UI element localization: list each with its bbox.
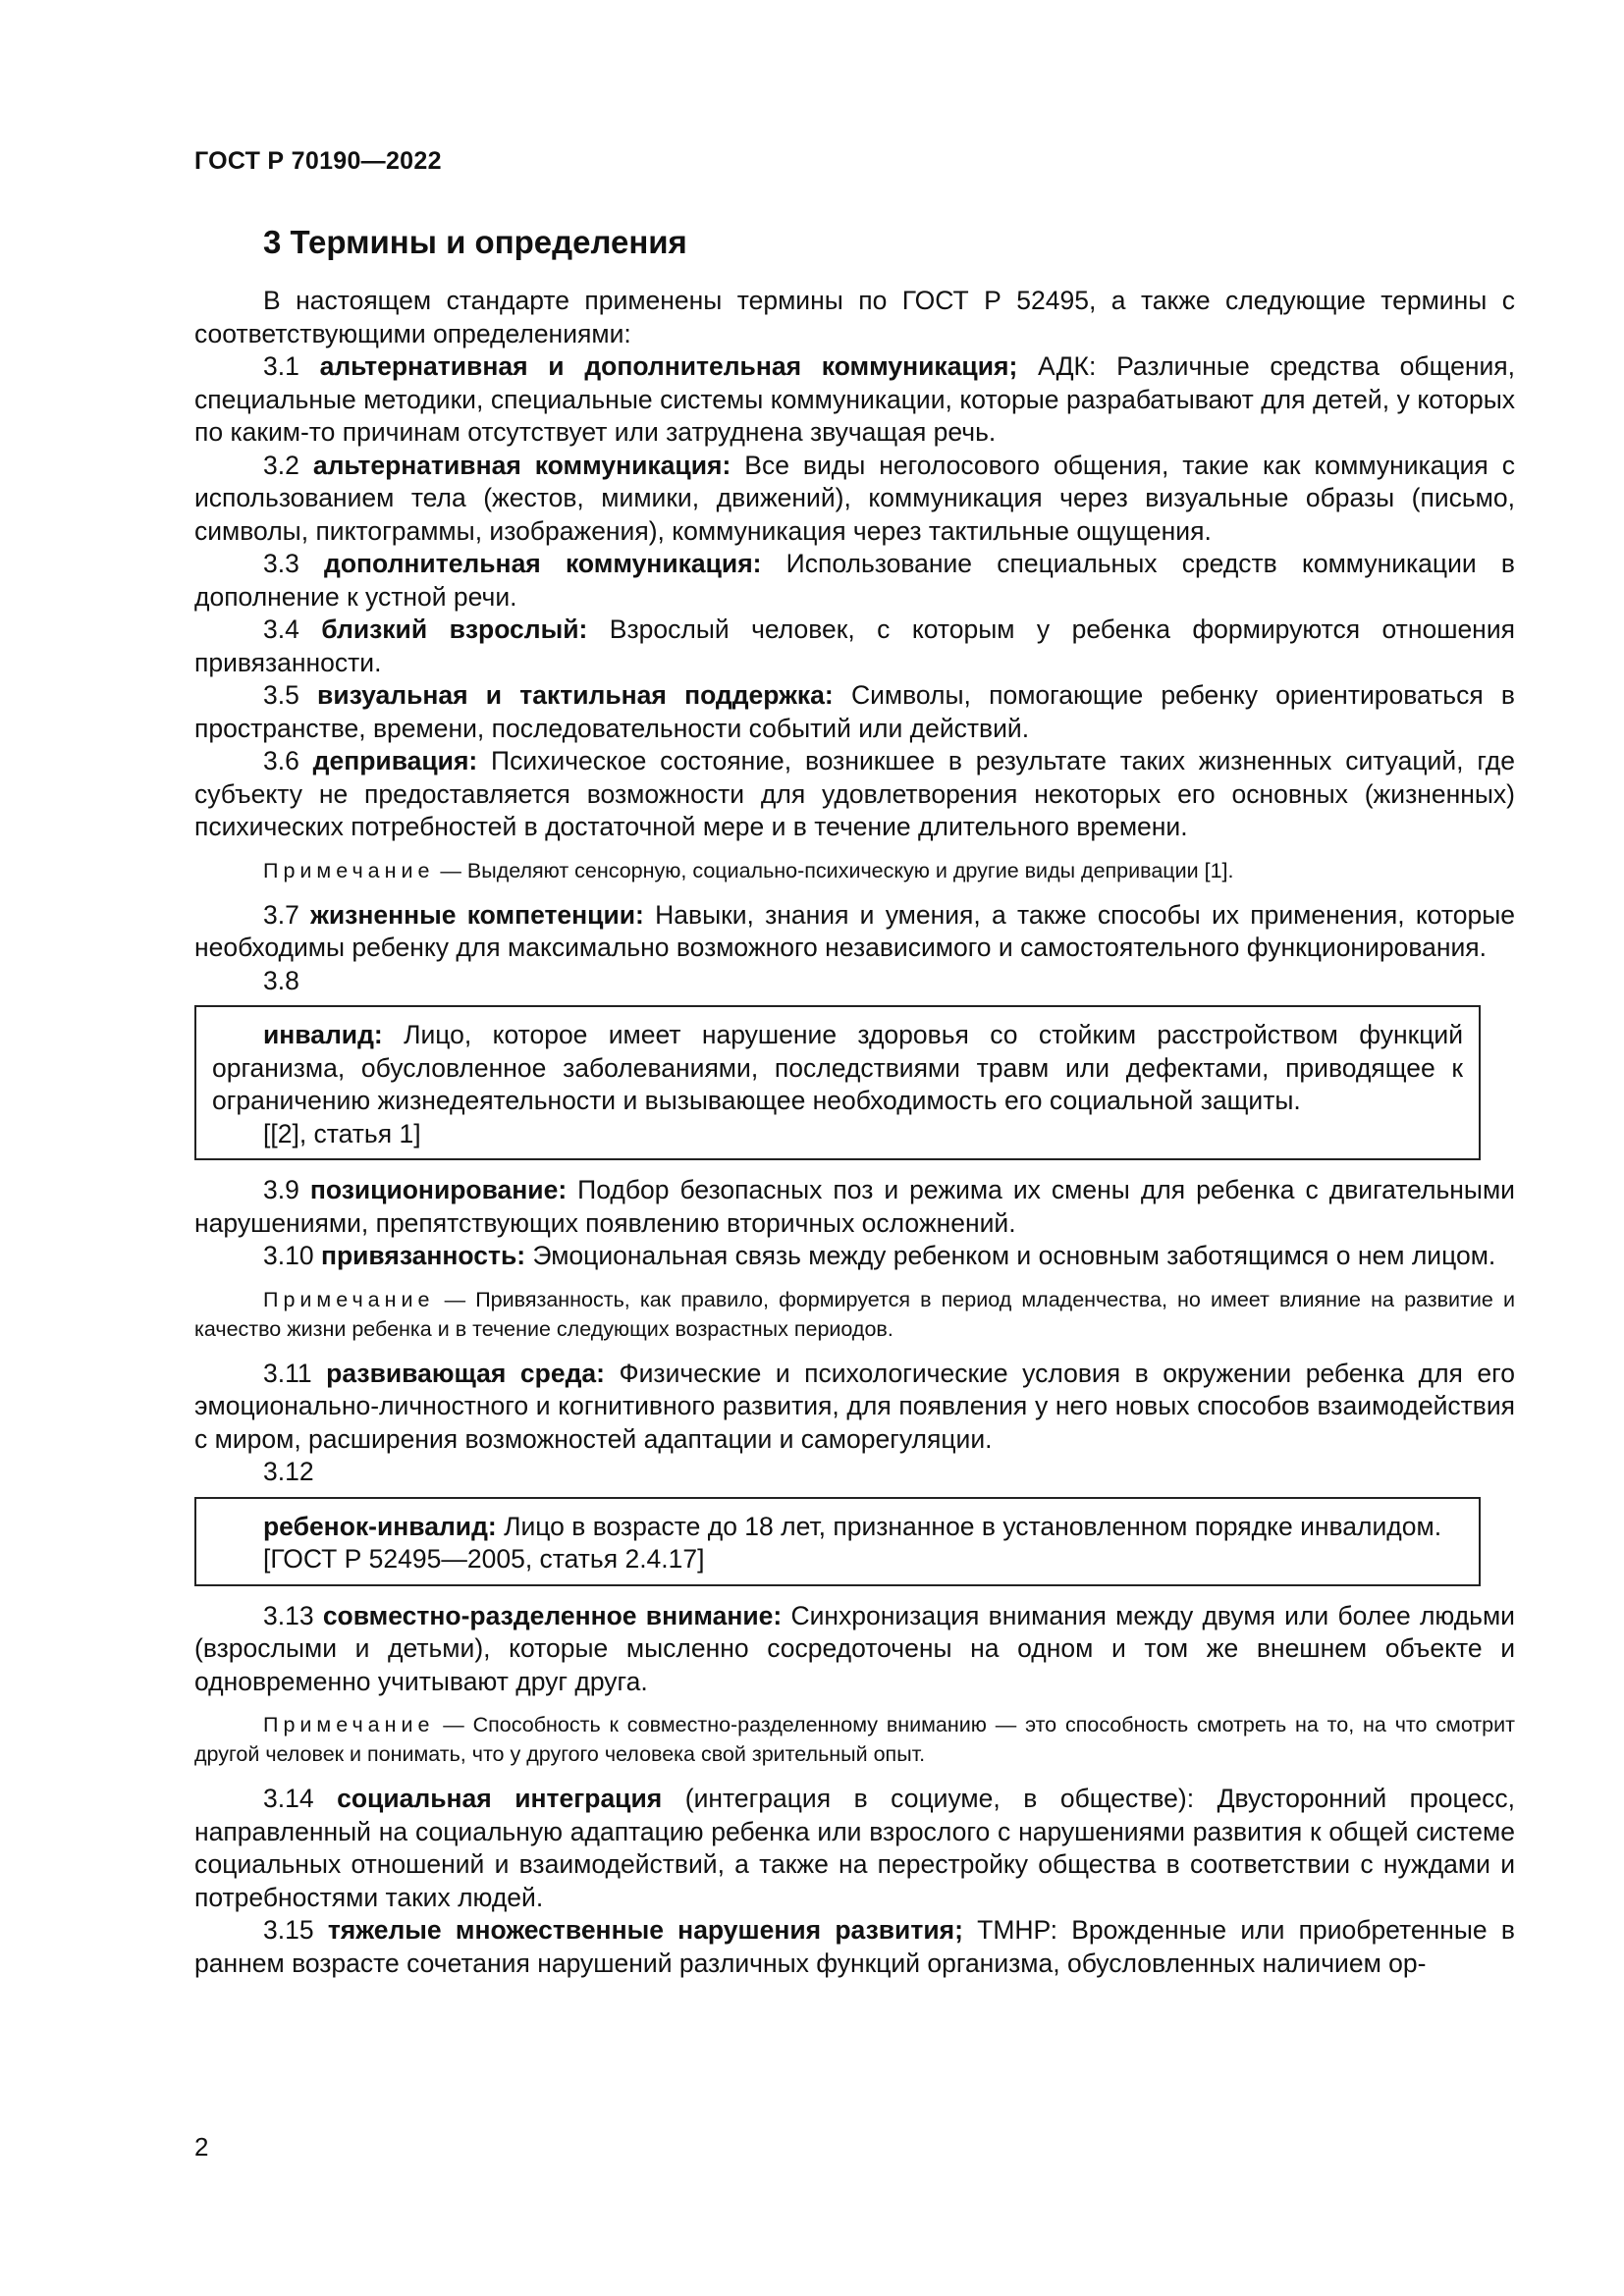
term-definition: (интеграция в социуме, в обществе): Двусторонний процесс, направленный на социальную адаптацию ребенка или взрослого с нарушениями развития к общей системе социальных отношений и взаимодействий, а также на перестройку общества в соответствии с нуждами и потребностями таких людей. xyxy=(194,1784,1515,1912)
term-definition: Физические и психологические условия в окружении ребенка для его эмоционально-личностного и когнитивного развития, для появления у него новых способов взаимодействия с миром, расширения возможностей адаптации и саморегуляции. xyxy=(194,1358,1515,1454)
note-3-10 xyxy=(194,1285,1515,1344)
term-number: 3.1 xyxy=(263,351,299,381)
term-definition: ТМНР: Врожденные или приобретенные в раннем возрасте сочетания нарушений различных функций организма, обусловленных наличием ор- xyxy=(194,1915,1515,1978)
term-number: 3.3 xyxy=(263,549,299,578)
term-3-9 xyxy=(194,1174,1515,1240)
term-3-5 xyxy=(194,679,1515,745)
term-definition: Навыки, знания и умения, а также способы их применения, которые необходимы ребенку для максимально возможного независимого и самостоятельного функционирования. xyxy=(194,899,1515,962)
note-label: Примечание xyxy=(263,1713,435,1736)
term-definition: Все виды неголосового общения, такие как коммуникация с использованием тела (жестов, мимики, движений), коммуникация через визуальные образы (письмо, символы, пиктограммы, изображения), коммуникация через тактильные ощущения. xyxy=(194,450,1515,546)
term-number: 3.5 xyxy=(263,680,299,710)
term-3-2 xyxy=(194,450,1515,549)
term-name: совместно-разделенное внимание: xyxy=(322,1600,783,1630)
note-3-13 xyxy=(194,1710,1515,1769)
term-definition: Взрослый человек, с которым у ребенка формируются отношения привязанности. xyxy=(194,614,1515,677)
term-name: развивающая среда: xyxy=(326,1358,605,1388)
term-definition: Эмоциональная связь между ребенком и основным заботящимся о нем лицом. xyxy=(525,1241,1496,1270)
note-label: Примечание xyxy=(263,858,435,882)
term-name: жизненные компетенции: xyxy=(310,899,644,930)
terms-content xyxy=(194,285,1515,1980)
term-source: [ГОСТ Р 52495—2005, статья 2.4.17] xyxy=(263,1544,705,1574)
term-name: инвалид: xyxy=(263,1020,383,1049)
term-3-7 xyxy=(194,899,1515,965)
term-3-6 xyxy=(194,745,1515,844)
term-number: 3.2 xyxy=(263,450,299,480)
term-definition: Использование специальных средств коммуникации в дополнение к устной речи. xyxy=(194,549,1515,612)
term-3-12-number: 3.12 xyxy=(263,1457,314,1486)
term-name: привязанность: xyxy=(320,1241,526,1270)
intro-paragraph: В настоящем стандарте применены термины по ГОСТ Р 52495, а также следующие термины с соответствующими определениями: xyxy=(194,286,1515,348)
term-name: альтернативная коммуникация: xyxy=(312,450,731,480)
term-name: позиционирование: xyxy=(309,1175,568,1204)
term-definition: Синхронизация внимания между двумя или более людьми (взрослыми и детьми), которые мысленно сосредоточены на одном и том же внешнем объекте и одновременно учитывают друг друга. xyxy=(194,1600,1515,1696)
term-number: 3.10 xyxy=(263,1241,314,1270)
quoted-term-box-3-8 xyxy=(194,1005,1481,1160)
term-name: визуальная и тактильная поддержка: xyxy=(317,680,834,710)
term-3-12 xyxy=(212,1511,1463,1544)
term-number: 3.9 xyxy=(263,1175,299,1204)
term-3-8-number: 3.8 xyxy=(263,965,299,995)
term-source: [[2], статья 1] xyxy=(263,1118,421,1148)
term-number: 3.14 xyxy=(263,1784,314,1813)
section-title: 3 Термины и определения xyxy=(263,224,687,260)
term-number: 3.11 xyxy=(263,1358,312,1388)
note-label: Примечание xyxy=(263,1287,435,1311)
term-name: альтернативная и дополнительная коммуникация; xyxy=(319,351,1018,381)
note-3-6 xyxy=(194,856,1515,885)
term-name: близкий взрослый: xyxy=(321,614,588,644)
term-definition: Лицо, которое имеет нарушение здоровья со стойким расстройством функций организма, обусловленное заболеваниями, последствиями травм или дефектами, приводящее к ограничению жизнедеятельности и вызывающее необходимость его социальной защиты. xyxy=(212,1020,1463,1115)
term-number: 3.15 xyxy=(263,1915,314,1945)
note-text: — Привязанность, как правило, формируется в период младенчества, но имеет влияние на развитие и качество жизни ребенка и в течение следующих возрастных периодов. xyxy=(194,1287,1515,1341)
term-name: ребенок-инвалид: xyxy=(263,1511,497,1541)
term-3-8 xyxy=(212,1019,1463,1118)
term-3-13 xyxy=(194,1600,1515,1699)
term-name: социальная интеграция xyxy=(337,1784,663,1813)
term-3-14 xyxy=(194,1783,1515,1914)
term-number: 3.4 xyxy=(263,614,299,644)
term-definition: Символы, помогающие ребенку ориентироваться в пространстве, времени, последовательности событий или действий. xyxy=(194,680,1515,743)
term-number: 3.13 xyxy=(263,1600,314,1630)
note-text: — Выделяют сенсорную, социально-психическую и другие виды депривации [1]. xyxy=(434,858,1234,882)
term-3-1 xyxy=(194,350,1515,450)
term-name: тяжелые множественные нарушения развития; xyxy=(327,1915,963,1945)
document-header: ГОСТ Р 70190—2022 xyxy=(194,147,442,175)
term-3-10 xyxy=(194,1240,1515,1273)
term-number: 3.7 xyxy=(263,899,299,930)
term-number: 3.6 xyxy=(263,746,299,775)
term-definition: АДК: Различные средства общения, специальные методики, специальные системы коммуникации, которые разрабатывают для детей, у которых по каким-то причинам отсутствует или затруднена звучащая речь. xyxy=(194,351,1515,447)
term-3-11 xyxy=(194,1358,1515,1457)
quoted-term-box-3-12 xyxy=(194,1497,1481,1586)
term-3-15 xyxy=(194,1914,1515,1980)
page-number: 2 xyxy=(194,2132,209,2162)
term-definition: Подбор безопасных поз и режима их смены для ребенка с двигательными нарушениями, препятствующих появлению вторичных осложнений. xyxy=(194,1175,1515,1238)
note-text: — Способность к совместно-разделенному вниманию — это способность смотреть на то, на что смотрит другой человек и понимать, что у другого человека свой зрительный опыт. xyxy=(194,1713,1515,1766)
term-definition: Лицо в возрасте до 18 лет, признанное в установленном порядке инвалидом. xyxy=(496,1511,1442,1541)
term-3-3 xyxy=(194,548,1515,614)
term-definition: Психическое состояние, возникшее в результате таких жизненных ситуаций, где субъекту не предоставляется возможности для удовлетворения некоторых его основных (жизненных) психических потребностей в достаточной мере и в течение длительного времени. xyxy=(194,746,1515,841)
term-name: дополнительная коммуникация: xyxy=(324,549,762,578)
term-name: депривация: xyxy=(312,746,478,775)
term-3-4 xyxy=(194,614,1515,679)
